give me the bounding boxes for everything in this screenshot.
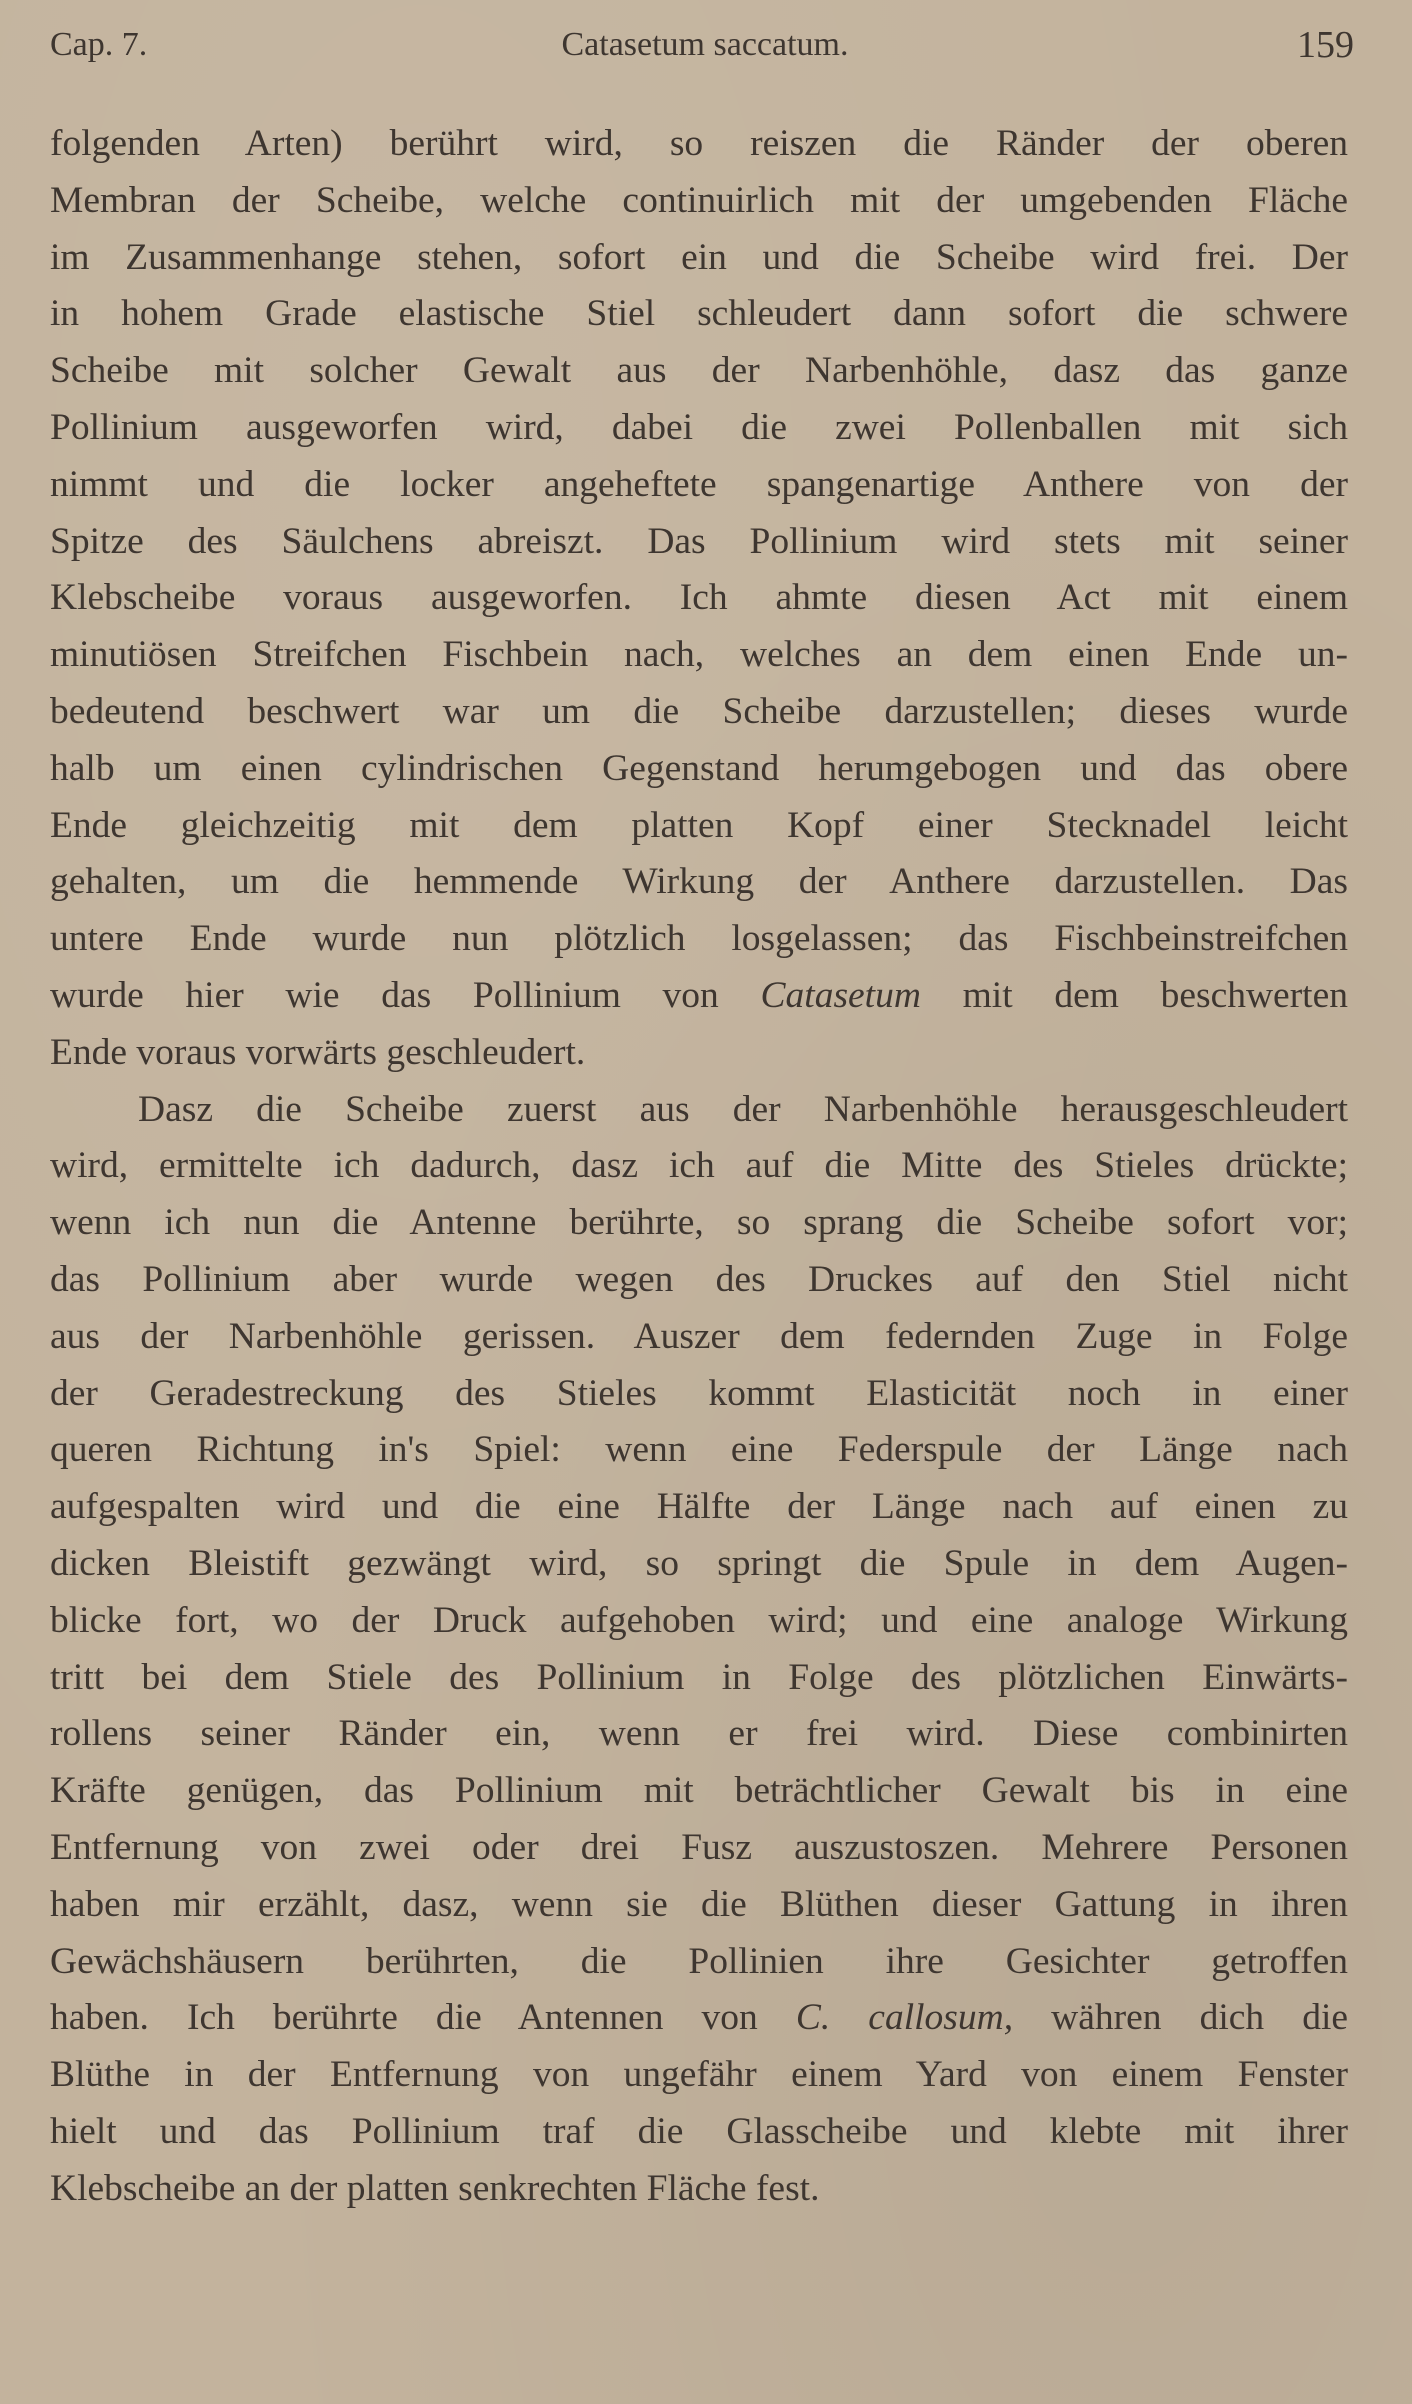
paragraph — [50, 1082, 1348, 2218]
text-line: wird, ermittelte ich dadurch, dasz ich auf die Mitte des Stieles drückte; — [50, 1145, 1348, 1187]
text-line: Membran der Scheibe, welche continuirlich mit der umgebenden Fläche — [50, 179, 1348, 221]
text-line: nimmt und die locker angeheftete spangenartige Anthere von der — [50, 463, 1348, 505]
text-line: das Pollinium aber wurde wegen des Druckes auf den Stiel nicht — [50, 1258, 1348, 1300]
text-segment: mit dem beschwerten — [920, 974, 1348, 1016]
text-line: haben mir erzählt, dasz, wenn sie die Blüthen dieser Gattung in ihren — [50, 1883, 1348, 1925]
text-line: queren Richtung in's Spiel: wenn eine Federspule der Länge nach — [50, 1429, 1348, 1471]
text-line: Scheibe mit solcher Gewalt aus der Narbenhöhle, dasz das ganze — [50, 350, 1348, 392]
page-number: 159 — [1297, 24, 1354, 66]
italic-term: C. callosum, — [795, 1997, 1014, 2039]
text-line: Gewächshäusern berührten, die Pollinien ihre Gesichter getroffen — [50, 1940, 1348, 1982]
text-line: im Zusammenhange stehen, sofort ein und die Scheibe wird frei. Der — [50, 236, 1348, 278]
text-line: der Geradestreckung des Stieles kommt Elasticität noch in einer — [50, 1372, 1348, 1414]
text-segment: haben. Ich berührte die Antennen von — [50, 1997, 796, 2039]
text-line: bedeutend beschwert war um die Scheibe darzustellen; dieses wurde — [50, 690, 1348, 732]
page-header-title: Catasetum saccatum. — [561, 26, 849, 63]
text-line: Spitze des Säulchens abreiszt. Das Pollinium wird stets mit seiner — [50, 520, 1348, 562]
text-line: Pollinium ausgeworfen wird, dabei die zwei Pollenballen mit sich — [50, 406, 1348, 448]
text-line: minutiösen Streifchen Fischbein nach, welches an dem einen Ende un- — [50, 634, 1348, 676]
text-line: rollens seiner Ränder ein, wenn er frei wird. Diese combinirten — [50, 1713, 1348, 1755]
text-line: hielt und das Pollinium traf die Glasscheibe und klebte mit ihrer — [50, 2110, 1348, 2152]
text-line: in hohem Grade elastische Stiel schleudert dann sofort die schwere — [50, 293, 1348, 335]
text-line: Entfernung von zwei oder drei Fusz auszustoszen. Mehrere Personen — [50, 1826, 1348, 1868]
body-text — [50, 116, 1348, 2217]
text-line: Ende gleichzeitig mit dem platten Kopf einer Stecknadel leicht — [50, 804, 1348, 846]
text-line: aufgespalten wird und die eine Hälfte der Länge nach auf einen zu — [50, 1486, 1348, 1528]
text-line: Klebscheibe voraus ausgeworfen. Ich ahmte diesen Act mit einem — [50, 577, 1348, 619]
text-line: dicken Bleistift gezwängt wird, so springt die Spule in dem Augen- — [50, 1542, 1348, 1584]
text-segment: wurde hier wie das Pollinium von — [50, 974, 761, 1016]
text-line: aus der Narbenhöhle gerissen. Auszer dem federnden Zuge in Folge — [50, 1315, 1348, 1357]
text-line: Kräfte genügen, das Pollinium mit beträchtlicher Gewalt bis in eine — [50, 1770, 1348, 1812]
text-line: blicke fort, wo der Druck aufgehoben wird; und eine analoge Wirkung — [50, 1599, 1348, 1641]
text-line: gehalten, um die hemmende Wirkung der Anthere darzustellen. Das — [50, 861, 1348, 903]
text-line: halb um einen cylindrischen Gegenstand herumgebogen und das obere — [50, 747, 1348, 789]
text-line: folgenden Arten) berührt wird, so reiszen die Ränder der oberen — [50, 123, 1348, 164]
text-line — [50, 1990, 1348, 2047]
text-line: tritt bei dem Stiele des Pollinium in Folge des plötzlichen Einwärts- — [50, 1656, 1348, 1698]
paragraph — [50, 116, 1348, 1082]
text-line: Klebscheibe an der platten senkrechten Fläche fest. — [50, 2167, 820, 2209]
chapter-label: Cap. 7. — [50, 26, 148, 63]
text-segment: währen dich die — [1013, 1997, 1349, 2039]
italic-term: Catasetum — [760, 974, 921, 1016]
running-head — [50, 22, 1354, 68]
text-line: untere Ende wurde nun plötzlich losgelassen; das Fischbeinstreifchen — [50, 918, 1348, 960]
text-line: Ende voraus vorwärts geschleudert. — [50, 1031, 586, 1073]
text-line: wenn ich nun die Antenne berührte, so sprang die Scheibe sofort vor; — [50, 1202, 1348, 1244]
text-line — [50, 968, 1348, 1025]
text-line: Blüthe in der Entfernung von ungefähr einem Yard von einem Fenster — [50, 2054, 1348, 2096]
text-line: Dasz die Scheibe zuerst aus der Narbenhöhle herausgeschleudert — [138, 1088, 1348, 1130]
